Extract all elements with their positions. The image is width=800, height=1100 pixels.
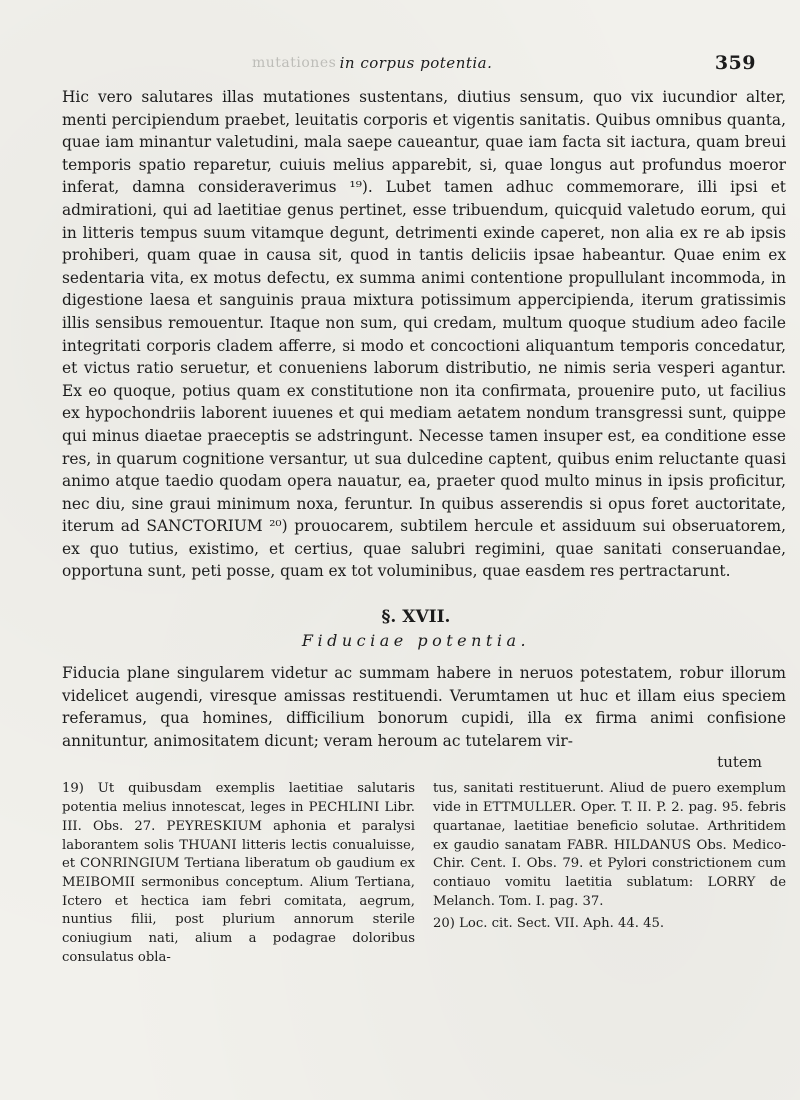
- page-number: 359: [714, 52, 756, 74]
- bleed-through-text: mutationes: [252, 55, 337, 71]
- section-number: §. XVII.: [381, 607, 451, 628]
- footnote-19-continued: tus, sanitati restituerunt. Aliud de puero exemplum vide in ETTMULLER. Oper. T. II. P. 2. pag. 95. febris quartanae, laetitiae beneficio solutae. Arthritidem ex gaudio sanatam FABR. HILDANUS Obs. Medico-Chir. Cent. I. Obs. 79. et Pylori constrictionem cum contiauo vomitu laetitia sublatum: LORRY de Melanch. Tom. I. pag. 37.: [433, 781, 786, 909]
- catchword: tutem: [717, 753, 762, 772]
- footnote-20: 20) Loc. cit. Sect. VII. Aph. 44. 45.: [433, 916, 665, 932]
- running-head: [62, 52, 770, 86]
- footnote-19: 19) Ut quibusdam exemplis laetitiae salutaris potentia melius innotescat, leges in PECHLINI Libr. III. Obs. 27. PEYRESKIUM aphonia et paralysi laborantem solis THUANI litteris lectis conualuisse, et CONRINGIUM Tertiana liberatum ob gaudium ex MEIBOMII sermonibus conceptum. Alium Tertiana, Ictero et hectica iam febri comitata, aegrum, nuntius filii, post plurium annorum sterile coniugium nati, alium a podagrae doloribus consulatus obla-: [62, 781, 415, 965]
- paragraph-1: Hic vero salutares illas mutationes sustentans, diutius sensum, quo vix iucundior alter, menti percipiendum praebet, leuitatis corporis et vigentis sanitatis. Quibus omnibus quanta, quae iam minantur valetudini, mala saepe caueantur, quae iam facta sit iactura, quam breui temporis spatio reparetur, cuiuis melius apparebit, si, quae longus aut profundus moeror inferat, damna consideraverimus ¹⁹). Lubet tamen adhuc commemorare, illi ipsi et admirationi, qui ad laetitiae genus pertinet, esse tribuendum, quicquid valetudo eorum, qui in litteris tempus suum vitamque degunt, detrimenti exinde caperet, non alia ex re ab ipsis prohiberi, quam quae in causa sit, quod in tantis deliciis ipsae habeantur. Quae enim ex sedentaria vita, ex motus defectu, ex summa animi contentione propullulant incommoda, in digestione laesa et sanguinis praua mixtura potissimum appercipienda, iterum gratissimis illis sensibus remouentur. Itaque non sum, qui credam, multum quoque studium adeo facile integritati corporis cladem afferre, si modo et concoctioni aliquantum temporis concedatur, et victus ratio seruetur, et conueniens laborum distributio, ne nimis seria vesperi agantur. Ex eo quoque, potius quam ex constitutione non ita confirmata, prouenire puto, ut facilius ex hypochondriis laborent iuuenes et qui mediam aetatem nondum transgressi sunt, quippe qui minus diaetae praeceptis se adstringunt. Necesse tamen insuper est, ea conditione esse res, in quarum cognitione versantur, ut sua dulcedine captent, quibus enim reluctante quasi animo atque taedio quodam opera nauatur, ea, praeter quod multo minus in ipsis proficitur, nec diu, sine graui minimum noxa, feruntur. In quibus asserendis si opus foret auctoritate, iterum ad SANCTORIUM ²⁰) prouocarem, subtilem hercule et assiduum sui obseruatorem, ex quo tutius, existimo, et certius, quae salubri regimini, quae sanitati conseruandae, opportuna sunt, peti posse, quam ex tot voluminibus, quae easdem res pertractarunt.: [62, 88, 786, 581]
- footnotes: [62, 780, 786, 967]
- footnote-column-left: [62, 780, 415, 967]
- paragraph-2: Fiducia plane singularem videtur ac summam habere in neruos potestatem, robur illorum videlicet augendi, viresque amissas restituendi. Verumtamen ut huc et illam eius speciem referamus, qua homines, difficilium bonorum cupidi, illa ex firma animi confisione annituntur, animositatem dicunt; veram heroum ac tutelarem vir-: [62, 664, 786, 750]
- running-title: in corpus potentia.: [339, 54, 493, 72]
- footnote-column-right: [433, 780, 786, 967]
- section-title: Fiduciae potentia.: [301, 631, 531, 651]
